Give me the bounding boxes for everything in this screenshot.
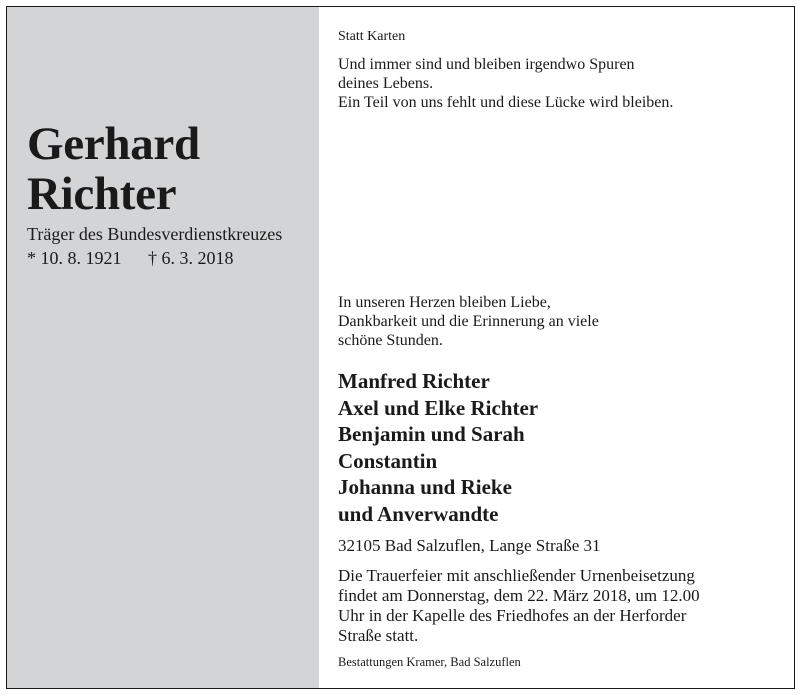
deceased-last-name: Richter: [27, 168, 177, 220]
quote: [338, 55, 673, 112]
funeral-line: Die Trauerfeier mit anschließender Urnenbeisetzung: [338, 566, 695, 585]
life-dates: [27, 247, 234, 269]
mourner-name: Axel und Elke Richter: [338, 395, 539, 420]
mourners-list: [338, 368, 538, 527]
funeral-line: Straße statt.: [338, 626, 419, 645]
undertaker-credit: Bestattungen Kramer, Bad Salzuflen: [338, 655, 521, 669]
funeral-line: Uhr in der Kapelle des Friedhofes an der Herforder: [338, 606, 687, 625]
name-panel: [7, 7, 319, 688]
death-date: † 6. 3. 2018: [148, 248, 234, 268]
mourner-name: Manfred Richter: [338, 369, 490, 393]
remembrance-text: [338, 293, 599, 350]
mourner-name: Benjamin und Sarah: [338, 422, 525, 446]
mourner-name: Constantin: [338, 448, 438, 473]
statt-karten-label: Statt Karten: [338, 29, 406, 44]
quote-line: Ein Teil von uns fehlt und diese Lücke wird bleiben.: [338, 94, 674, 111]
remembrance-line: Dankbarkeit und die Erinnerung an viele: [338, 313, 599, 330]
death-notice: [6, 6, 795, 689]
deceased-first-name: Gerhard: [27, 118, 200, 170]
funeral-info: [338, 566, 700, 646]
remembrance-line: In unseren Herzen bleiben Liebe,: [338, 294, 551, 311]
funeral-line: findet am Donnerstag, dem 22. März 2018, um 12.00: [338, 586, 700, 605]
mourner-name: Johanna und Rieke: [338, 475, 512, 499]
honor-text: Träger des Bundesverdienstkreuzes: [27, 224, 283, 244]
birth-date: * 10. 8. 1921: [27, 248, 122, 268]
remembrance-line: schöne Stunden.: [338, 332, 443, 349]
mourner-name: und Anverwandte: [338, 501, 499, 526]
quote-line: Und immer sind und bleiben irgendwo Spuren: [338, 56, 635, 73]
family-address: 32105 Bad Salzuflen, Lange Straße 31: [338, 536, 601, 555]
deceased-name: [27, 119, 200, 219]
quote-line: deines Lebens.: [338, 75, 434, 92]
